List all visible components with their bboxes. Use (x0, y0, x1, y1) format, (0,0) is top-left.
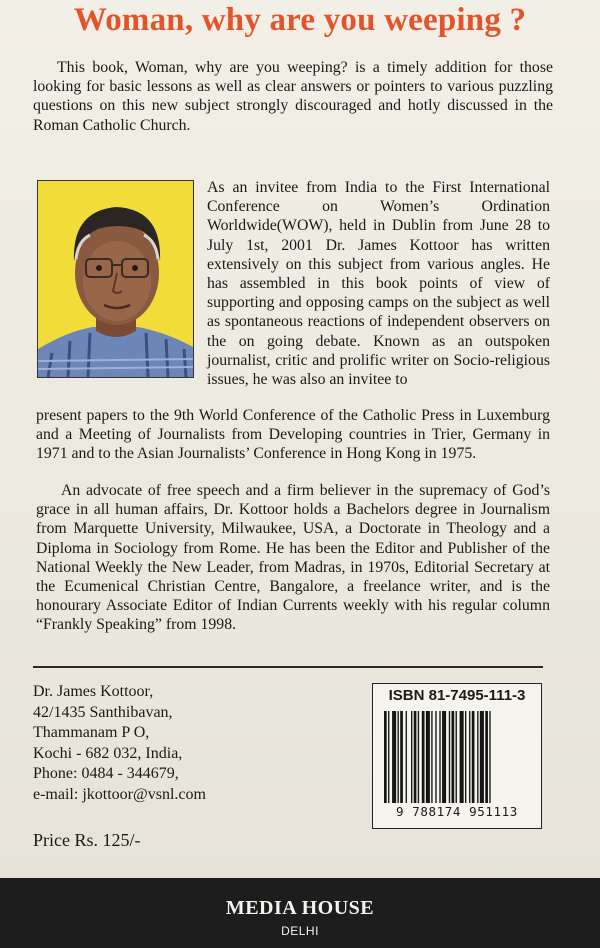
publisher-city: DELHI (281, 924, 319, 938)
price: Price Rs. 125/- (33, 830, 141, 850)
barcode-icon (382, 711, 532, 803)
bio-paragraph-2: An advocate of free speech and a firm believer in the supremacy of God’s grace in all human affairs, Dr. Kottoor holds a Bachelors degree in Journalism from Marquette University, Milwaukee, USA, a Doctorate in Theology and a Diploma in Sociology from Rome. He has been the Editor and Publisher of the National Weekly the New Leader, from Madras, in 1970s, Editorial Secretary at the Ecumenical Christian Centre, Bangalore, a freelance writer, and is the honourary Associate Editor of Indian Currents weekly with his regular column “Frankly Speaking” from 1998. (36, 482, 550, 634)
barcode-digits: 9 788174 951113 (396, 804, 518, 819)
bio-paragraph-1-continued: present papers to the 9th World Conference of the Catholic Press in Luxemburg and a Meeting of Journalists from Developing countries in Trier, Germany in 1971 and to the Asian Journalists’ Conference in Hong Kong in 1975. (36, 407, 550, 463)
author-address (33, 682, 206, 805)
isbn-box (372, 683, 542, 829)
address-line: Thammanam P O, (33, 724, 150, 741)
address-line: Kochi - 682 032, India, (33, 744, 183, 762)
divider (33, 666, 543, 668)
bio-paragraph-1: As an invitee from India to the First International Conference on Women’s Ordination Worldwide(WOW), held in Dublin from June 28 to July 1st, 2001 Dr. James Kottoor has written extensively on this subject from various angles. He has assembled in this book points of view of supporting and opposing camps on the subject as well as spontaneous reactions of independent observers on the on going debate. Known as an outspoken journalist, critic and prolific writer on Socio-religious issues, he was also an invitee to (207, 179, 550, 389)
intro-paragraph: This book, Woman, why are you weeping? is a timely addition for those looking for basic lessons as well as clear answers or pointers to various puzzling questions on this new subject strongly discouraged and hotly discussed in the Roman Catholic Church. (33, 59, 553, 134)
book-title: Woman, why are you weeping ? (73, 2, 527, 38)
address-line: e-mail: jkottoor@vsnl.com (33, 785, 206, 803)
address-line: Phone: 0484 - 344679, (33, 765, 179, 782)
publisher-name: MEDIA HOUSE (225, 897, 375, 919)
isbn-number: ISBN 81-7495-111-3 (388, 687, 526, 704)
address-line: Dr. James Kottoor, (33, 683, 154, 700)
author-photo (37, 180, 194, 378)
address-line: 42/1435 Santhibavan, (33, 703, 173, 721)
